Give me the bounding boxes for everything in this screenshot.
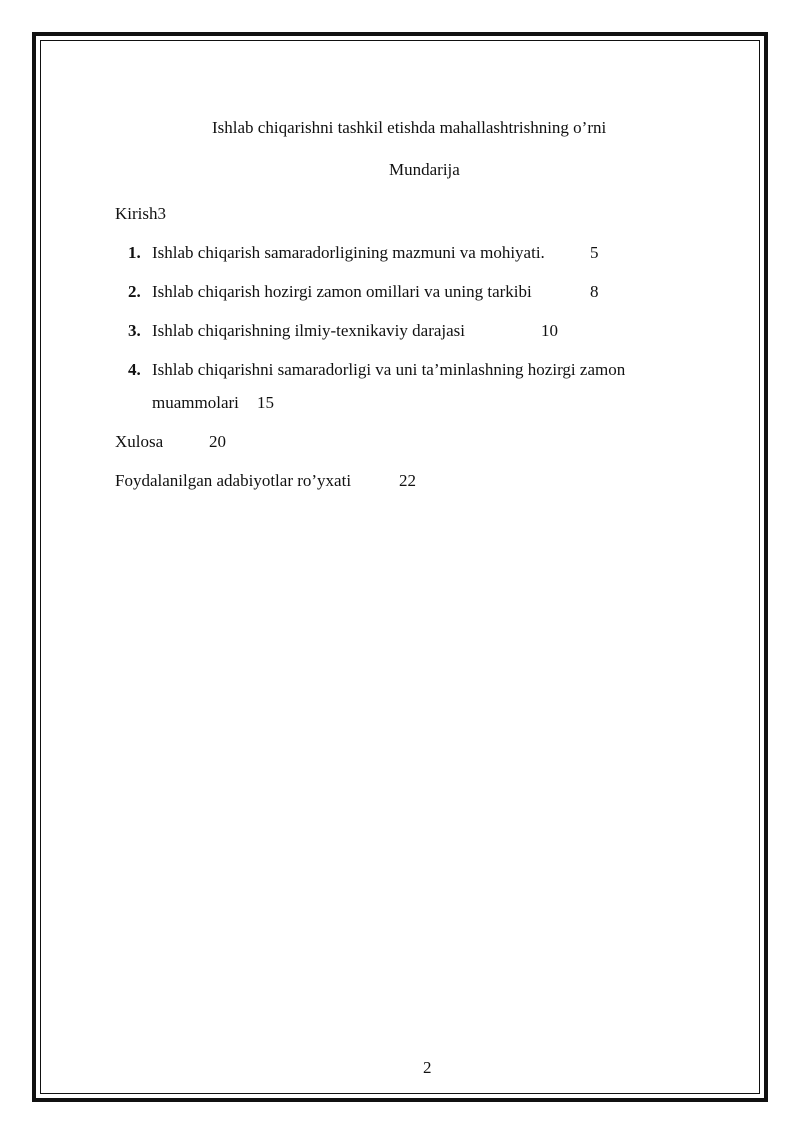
toc-item-text: Ishlab chiqarish samaradorligining mazmuni va mohiyati. xyxy=(152,243,545,262)
toc-item-text: Ishlab chiqarishning ilmiy-texnikaviy darajasi xyxy=(152,321,466,340)
toc-item-text: Ishlab chiqarish hozirgi zamon omillari va uning tarkibi xyxy=(152,282,532,301)
toc-intro-entry xyxy=(115,203,166,225)
page-border-inner xyxy=(40,40,760,1094)
toc-item-number: 1. xyxy=(128,243,141,262)
document-title: Ishlab chiqarishni tashkil etishda mahallashtrishning o’rni xyxy=(212,118,607,137)
toc-references-label: Foydalanilgan adabiyotlar ro’yxati xyxy=(115,471,352,490)
toc-item-page: 15 xyxy=(257,393,274,412)
toc-item-page: 8 xyxy=(590,282,599,301)
page-number: 2 xyxy=(423,1058,432,1077)
toc-item-number: 4. xyxy=(128,360,141,379)
toc-intro-page: 3 xyxy=(157,204,166,223)
toc-intro-label: Kirish xyxy=(115,204,158,223)
toc-item-page: 5 xyxy=(590,243,599,262)
toc-conclusion-label: Xulosa xyxy=(115,432,164,451)
toc-item-number: 2. xyxy=(128,282,141,301)
toc-conclusion-page: 20 xyxy=(209,432,226,451)
toc-heading: Mundarija xyxy=(389,160,460,179)
page-border xyxy=(32,32,768,1102)
toc-item-number: 3. xyxy=(128,321,141,340)
toc-item-page: 10 xyxy=(541,321,558,340)
toc-item-text-continued: muammolari xyxy=(152,393,239,412)
toc-references-page: 22 xyxy=(399,471,416,490)
toc-item-text: Ishlab chiqarishni samaradorligi va uni ta’minlashning hozirgi zamon xyxy=(152,360,626,379)
